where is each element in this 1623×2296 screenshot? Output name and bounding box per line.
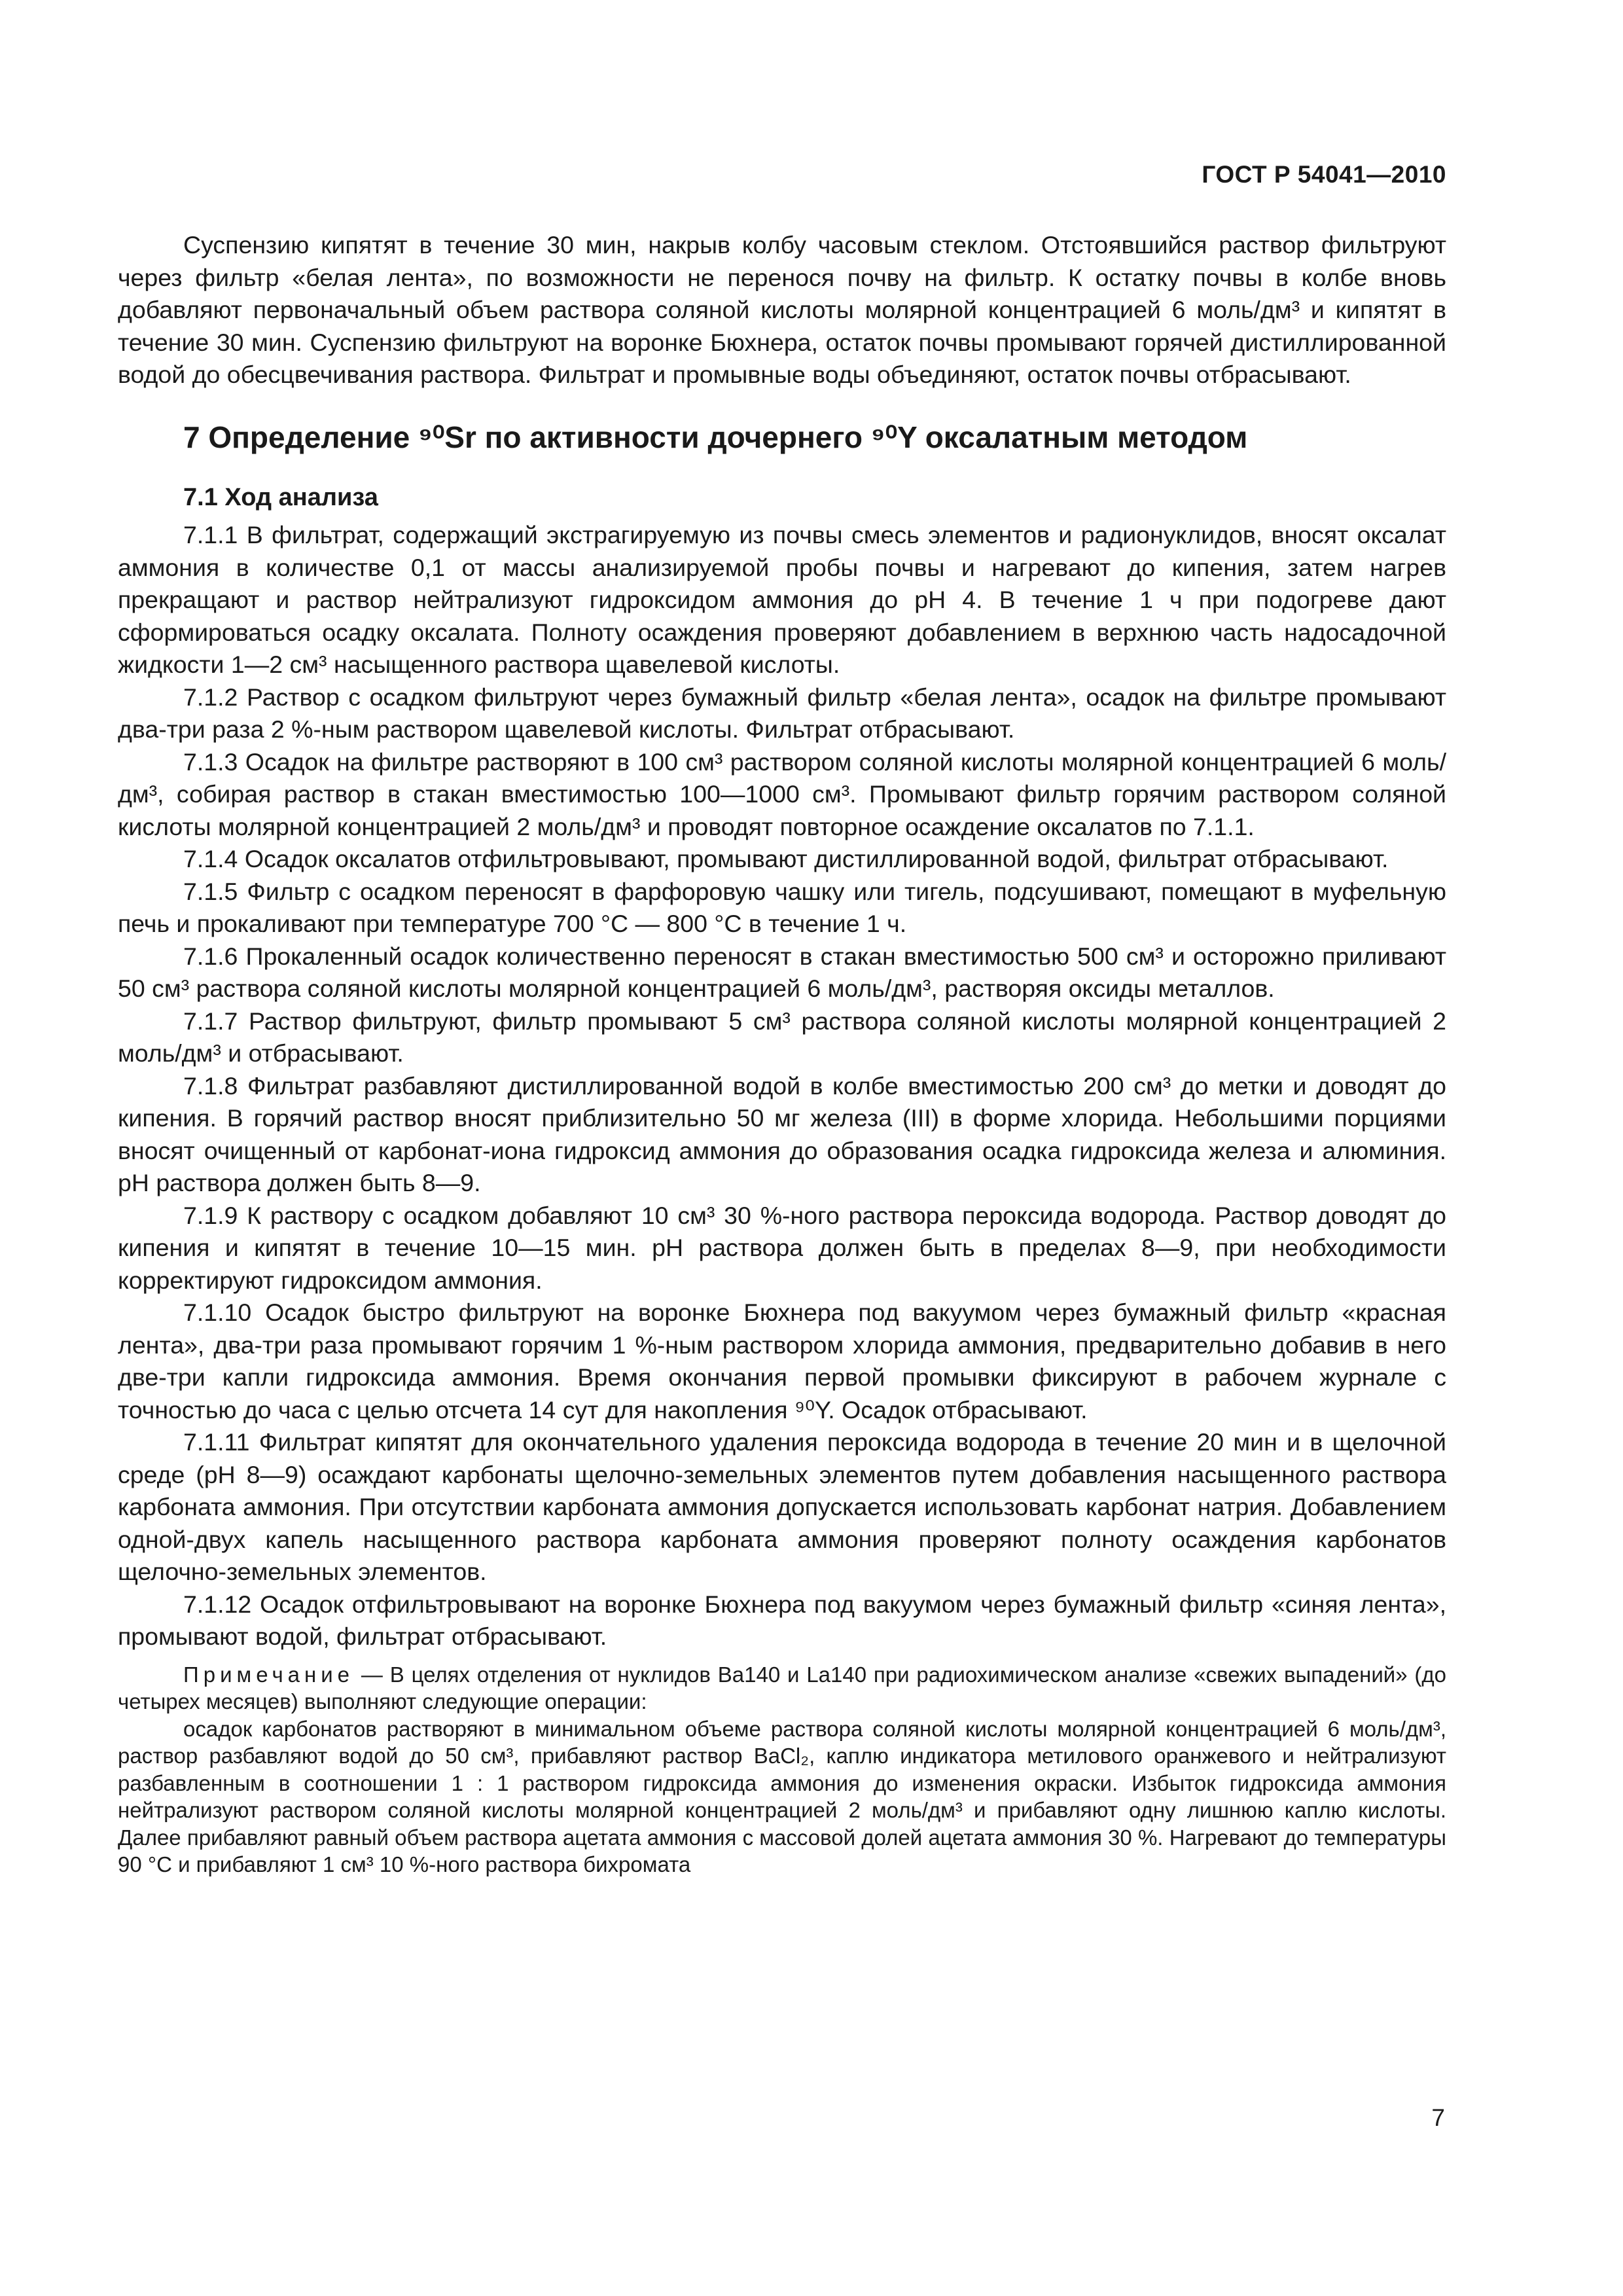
document-body bbox=[118, 229, 1446, 1878]
step-7-1-6: 7.1.6 Прокаленный осадок количественно переносят в стакан вместимостью 500 см³ и осторожно приливают 50 см³ раствора соляной кислоты молярной концентрацией 6 моль/дм³, растворяя оксиды металлов. bbox=[118, 942, 1446, 1002]
step-7-1-7: 7.1.7 Раствор фильтруют, фильтр промывают 5 см³ раствора соляной кислоты молярной концентрацией 2 моль/дм³ и отбрасывают. bbox=[118, 1007, 1446, 1067]
intro-paragraph: Суспензию кипятят в течение 30 мин, накрыв колбу часовым стеклом. Отстоявшийся раствор фильтруют через фильтр «белая лента», по возможности не перенося почву на фильтр. К остатку почвы в колбе вновь добавляют первоначальный объем раствора соляной кислоты молярной концентрацией 6 моль/дм³ и кипятят в течение 30 мин. Суспензию фильтруют на воронке Бюхнера, остаток почвы промывают горячей дистиллированной водой до обесцвечивания раствора. Фильтрат и промывные воды объединяют, остаток почвы отбрасывают. bbox=[118, 231, 1446, 388]
step-7-1-10: 7.1.10 Осадок быстро фильтруют на воронке Бюхнера под вакуумом через бумажный фильтр «красная лента», два-три раза промывают горячим 1 %-ным раствором хлорида аммония, предварительно добавив в него две-три капли гидроксида аммония. Время окончания первой промывки фиксируют в рабочем журнале с точностью до часа с целью отсчета 14 сут для накопления ⁹⁰Y. Осадок отбрасывают. bbox=[118, 1299, 1446, 1424]
step-7-1-8: 7.1.8 Фильтрат разбавляют дистиллированной водой в колбе вместимостью 200 см³ до метки и доводят до кипения. В горячий раствор вносят приблизительно 50 мг железа (III) в форме хлорида. Небольшими порциями вносят очищенный от карбонат-иона гидроксид аммония до образования осадка гидроксида железа и алюминия. pH раствора должен быть 8—9. bbox=[118, 1071, 1446, 1196]
step-7-1-4: 7.1.4 Осадок оксалатов отфильтровывают, промывают дистиллированной водой, фильтрат отбрасывают. bbox=[183, 845, 1389, 872]
step-7-1-1: 7.1.1 В фильтрат, содержащий экстрагируемую из почвы смесь элементов и радионуклидов, вносят оксалат аммония в количестве 0,1 от массы анализируемой пробы почвы и нагревают до кипения, затем нагрев прекращают и раствор нейтрализуют гидроксидом аммония до pH 4. В течение 1 ч при подогреве дают сформироваться осадку оксалата. Полноту осаждения проверяют добавлением в верхнюю часть надосадочной жидкости 1—2 см³ насыщенного раствора щавелевой кислоты. bbox=[118, 521, 1446, 678]
step-7-1-9: 7.1.9 К раствору с осадком добавляют 10 см³ 30 %-ного раствора пероксида водорода. Раствор доводят до кипения и кипятят в течение 10—15 мин. pH раствора должен быть в пределах 8—9, при необходимости корректируют гидроксидом аммония. bbox=[118, 1201, 1446, 1294]
note-body: осадок карбонатов растворяют в минимальном объеме раствора соляной кислоты молярной концентрацией 6 моль/дм³, раствор разбавляют водой до 50 см³, прибавляют раствор ВаCl₂, каплю индикатора метилового оранжевого и нейтрализуют разбавленным в соотношении 1 : 1 раствором гидроксида аммония до изменения окраски. Избыток гидроксида аммония нейтрализуют раствором соляной кислоты молярной концентрацией 2 моль/дм³ и прибавляют одну лишнюю каплю кислоты. Далее прибавляют равный объем раствора ацетата аммония с массовой долей ацетата аммония 30 %. Нагревают до температуры 90 °С и прибавляют 1 см³ 10 %-ного раствора бихромата bbox=[118, 1716, 1446, 1876]
step-7-1-11: 7.1.11 Фильтрат кипятят для окончательного удаления пероксида водорода в течение 20 мин и в щелочной среде (pH 8—9) осаждают карбонаты щелочно-земельных элементов путем добавления насыщенного раствора карбоната аммония. При отсутствии карбоната аммония допускается использовать карбонат натрия. Добавлением одной-двух капель насыщенного раствора карбоната аммония проверяют полноту осаждения карбонатов щелочно-земельных элементов. bbox=[118, 1428, 1446, 1585]
page-number: 7 bbox=[1431, 2104, 1445, 2131]
note-intro bbox=[118, 1661, 1446, 1715]
step-7-1-2: 7.1.2 Раствор с осадком фильтруют через бумажный фильтр «белая лента», осадок на фильтре промывают два-три раза 2 %-ным раствором щавелевой кислоты. Фильтрат отбрасывают. bbox=[118, 683, 1446, 743]
step-7-1-3: 7.1.3 Осадок на фильтре растворяют в 100 см³ раствором соляной кислоты молярной концентрацией 6 моль/дм³, собирая раствор в стакан вместимостью 100—1000 см³. Промывают фильтр горячим раствором соляной кислоты молярной концентрацией 2 моль/дм³ и проводят повторное осаждение оксалатов по 7.1.1. bbox=[118, 747, 1446, 840]
step-7-1-12: 7.1.12 Осадок отфильтровывают на воронке Бюхнера под вакуумом через бумажный фильтр «синяя лента», промывают водой, фильтрат отбрасывают. bbox=[118, 1590, 1446, 1650]
note-text: — В целях отделения от нуклидов Ва140 и La140 при радиохимическом анализе «свежих выпадений» (до четырех месяцев) выполняют следующие операции: bbox=[118, 1662, 1446, 1713]
standard-header: ГОСТ Р 54041—2010 bbox=[1202, 161, 1446, 188]
section-title: 7 Определение ⁹⁰Sr по активности дочернего ⁹⁰Y оксалатным методом bbox=[183, 420, 1248, 454]
subsection-title: 7.1 Ход анализа bbox=[183, 483, 378, 511]
step-7-1-5: 7.1.5 Фильтр с осадком переносят в фарфоровую чашку или тигель, подсушивают, помещают в муфельную печь и прокаливают при температуре 700 °С — 800 °С в течение 1 ч. bbox=[118, 877, 1446, 937]
note-label: Примечание bbox=[183, 1662, 355, 1687]
